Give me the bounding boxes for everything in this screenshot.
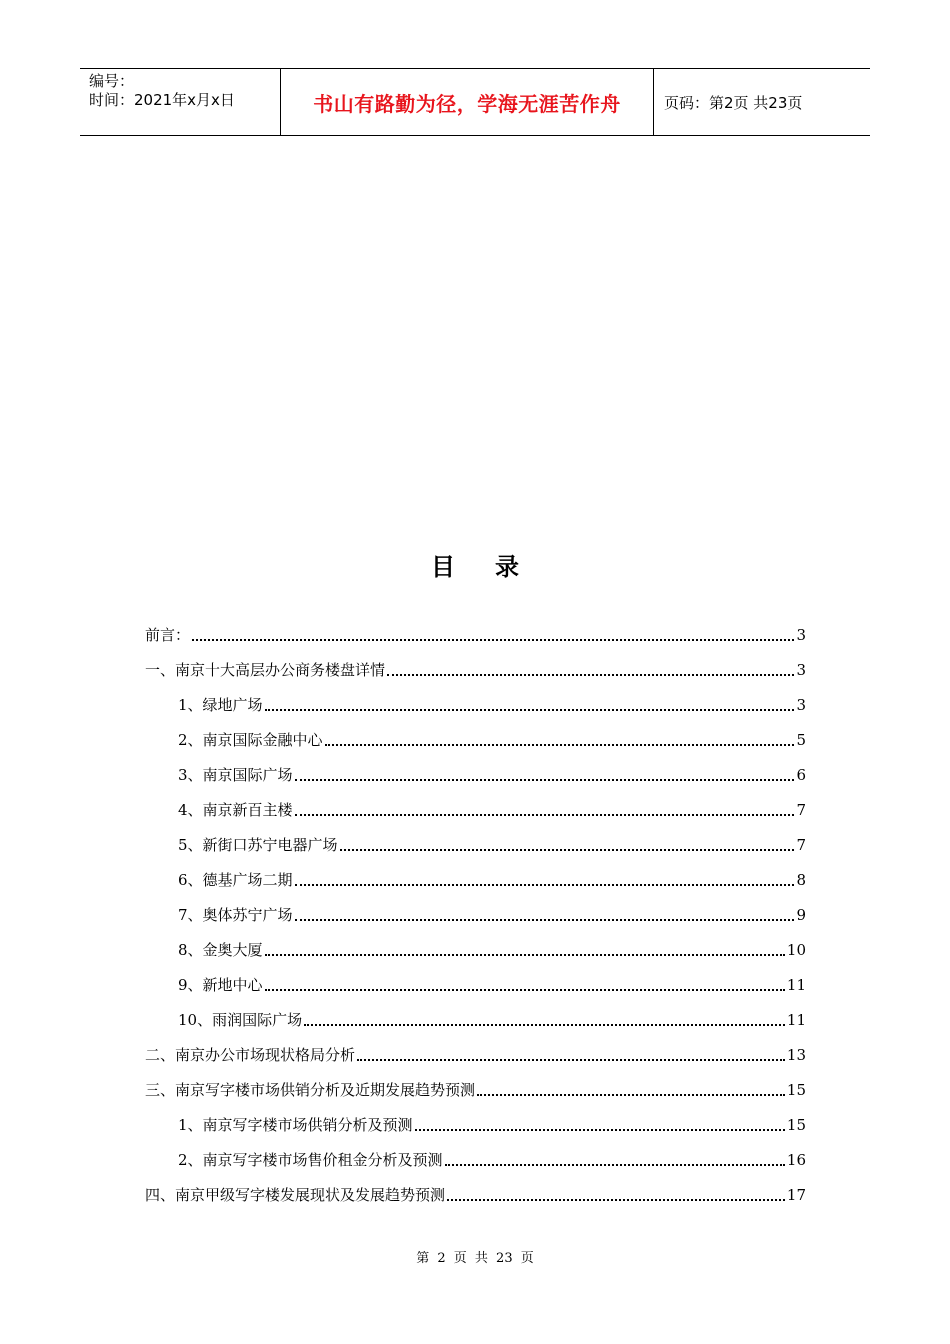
toc-entry[interactable] xyxy=(145,757,806,792)
toc-entry[interactable] xyxy=(145,792,806,827)
toc-entry-page: 9 xyxy=(796,905,806,924)
toc-entry-page: 7 xyxy=(796,800,806,819)
toc-leader-dots xyxy=(295,778,795,781)
page-footer: 第 2 页 共 23 页 xyxy=(416,1251,534,1266)
toc-leader-dots xyxy=(192,638,794,641)
toc-leader-dots xyxy=(265,953,785,956)
header-page-info: 页码：第2页 共23页 xyxy=(664,93,803,112)
toc-entry[interactable] xyxy=(145,1072,806,1107)
toc-entry-page: 8 xyxy=(796,870,806,889)
toc-entry-label: 1、绿地广场 xyxy=(178,696,263,714)
toc-entry-label: 2、南京国际金融中心 xyxy=(178,731,323,749)
toc-entry-page: 3 xyxy=(796,695,806,714)
toc-entry-page: 13 xyxy=(786,1045,806,1064)
toc-entry-label: 7、奥体苏宁广场 xyxy=(178,906,293,924)
toc-entry[interactable] xyxy=(145,862,806,897)
toc-entry-label: 一、南京十大高层办公商务楼盘详情 xyxy=(145,661,386,679)
toc-entry-page: 15 xyxy=(786,1080,806,1099)
toc-entry-label: 5、新街口苏宁电器广场 xyxy=(178,836,338,854)
toc-entry[interactable] xyxy=(145,687,806,722)
toc-entry[interactable] xyxy=(145,897,806,932)
toc-entry-label: 8、金奥大厦 xyxy=(178,941,263,959)
toc-leader-dots xyxy=(295,918,795,921)
toc-entry[interactable] xyxy=(145,722,806,757)
header-meta xyxy=(80,69,281,135)
toc-entry-page: 11 xyxy=(786,975,806,994)
toc-entry-label: 二、南京办公市场现状格局分析 xyxy=(145,1046,356,1064)
toc-leader-dots xyxy=(340,848,795,851)
toc-entry[interactable] xyxy=(145,932,806,967)
toc-leader-dots xyxy=(415,1128,785,1131)
toc-entry-label: 6、德基广场二期 xyxy=(178,871,293,889)
toc-entry-page: 3 xyxy=(796,660,806,679)
toc-leader-dots xyxy=(357,1058,785,1061)
toc-entry-label: 10、雨润国际广场 xyxy=(178,1011,303,1029)
toc-title: 目录 xyxy=(431,553,559,581)
toc-leader-dots xyxy=(304,1023,785,1026)
toc-leader-dots xyxy=(477,1093,785,1096)
toc-entry-label: 9、新地中心 xyxy=(178,976,263,994)
toc-entry-page: 15 xyxy=(786,1115,806,1134)
toc-leader-dots xyxy=(295,883,795,886)
toc-entry-page: 17 xyxy=(786,1185,806,1204)
document-time-label: 时间：2021年x月x日 xyxy=(89,91,235,109)
toc-entry[interactable] xyxy=(145,827,806,862)
page-header xyxy=(80,68,870,136)
toc-entry-label: 4、南京新百主楼 xyxy=(178,801,293,819)
toc-leader-dots xyxy=(265,988,785,991)
table-of-contents xyxy=(145,617,806,1212)
toc-entry[interactable] xyxy=(145,617,806,652)
toc-entry[interactable] xyxy=(145,1107,806,1142)
toc-leader-dots xyxy=(447,1198,785,1201)
toc-entry-page: 6 xyxy=(796,765,806,784)
toc-entry-page: 3 xyxy=(796,625,806,644)
document-number-label: 编号： xyxy=(89,72,135,90)
toc-entry[interactable] xyxy=(145,1142,806,1177)
toc-entry-page: 7 xyxy=(796,835,806,854)
toc-leader-dots xyxy=(295,813,795,816)
toc-leader-dots xyxy=(387,673,794,676)
toc-leader-dots xyxy=(325,743,795,746)
toc-entry[interactable] xyxy=(145,652,806,687)
toc-entry[interactable] xyxy=(145,1177,806,1212)
toc-entry-page: 11 xyxy=(786,1010,806,1029)
toc-entry-page: 5 xyxy=(796,730,806,749)
toc-entry-label: 2、南京写字楼市场售价租金分析及预测 xyxy=(178,1151,443,1169)
toc-entry-page: 10 xyxy=(786,940,806,959)
toc-leader-dots xyxy=(445,1163,785,1166)
toc-entry-label: 1、南京写字楼市场供销分析及预测 xyxy=(178,1116,413,1134)
toc-entry[interactable] xyxy=(145,1002,806,1037)
toc-entry-label: 三、南京写字楼市场供销分析及近期发展趋势预测 xyxy=(145,1081,476,1099)
toc-leader-dots xyxy=(265,708,795,711)
toc-entry-label: 前言： xyxy=(145,626,191,644)
toc-entry[interactable] xyxy=(145,967,806,1002)
header-motto: 书山有路勤为径，学海无涯苦作舟 xyxy=(281,69,654,135)
toc-entry[interactable] xyxy=(145,1037,806,1072)
toc-entry-label: 四、南京甲级写字楼发展现状及发展趋势预测 xyxy=(145,1186,446,1204)
toc-entry-label: 3、南京国际广场 xyxy=(178,766,293,784)
toc-entry-page: 16 xyxy=(786,1150,806,1169)
